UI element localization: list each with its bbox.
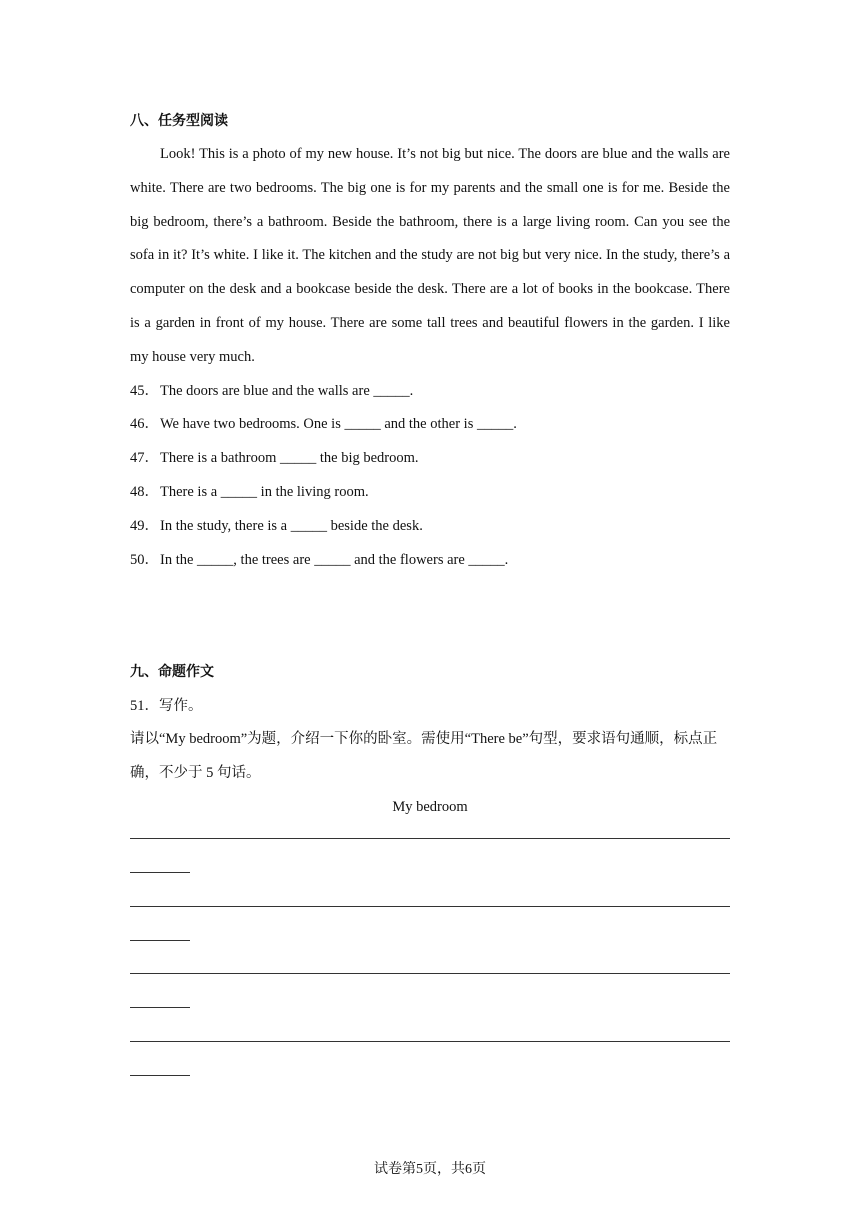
question-48 (130, 476, 730, 510)
question-47 (130, 442, 730, 476)
question-number: 46． (130, 416, 159, 433)
question-text: In the study, there is a _____ beside the desk. (160, 517, 423, 534)
answer-underline (130, 838, 730, 839)
writing-line[interactable] (130, 824, 730, 892)
question-51-label: 51．写作。 (130, 698, 203, 715)
question-49 (130, 510, 730, 544)
writing-line[interactable] (130, 1027, 730, 1095)
question-text: We have two bedrooms. One is _____ and the other is _____. (160, 416, 517, 433)
question-45 (130, 375, 730, 409)
question-text: There is a bathroom _____ the big bedroom. (160, 450, 419, 467)
answer-underline-continuation (130, 940, 190, 941)
writing-line[interactable] (130, 959, 730, 1027)
question-text: In the _____, the trees are _____ and the flowers are _____. (160, 551, 509, 568)
question-number: 50． (130, 551, 159, 568)
answer-underline (130, 906, 730, 907)
section-spacer (130, 577, 730, 655)
page-footer: 试卷第5页，共6页 (374, 1162, 486, 1177)
page-content (130, 104, 730, 1094)
writing-line[interactable] (130, 892, 730, 960)
question-46 (130, 408, 730, 442)
question-number: 49． (130, 517, 159, 534)
answer-underline-continuation (130, 1007, 190, 1008)
essay-title: My bedroom (392, 799, 468, 816)
answer-underline-continuation (130, 1075, 190, 1076)
question-number: 47． (130, 450, 159, 467)
question-text: The doors are blue and the walls are _____. (160, 382, 414, 399)
section-9-title: 九、命题作文 (130, 664, 214, 681)
question-number: 45． (130, 382, 159, 399)
question-number: 48． (130, 483, 159, 500)
question-text: There is a _____ in the living room. (160, 483, 369, 500)
question-50 (130, 544, 730, 578)
question-list (130, 375, 730, 578)
answer-underline-continuation (130, 872, 190, 873)
writing-instruction: 请以“My bedroom”为题，介绍一下你的卧室。需使用“There be”句型，要求语句通顺，标点正确，不少于 5 句话。 (130, 731, 718, 781)
answer-underline (130, 973, 730, 974)
writing-area[interactable] (130, 824, 730, 1094)
reading-passage: Look! This is a photo of my new house. It’s not big but nice. The doors are blue and the walls are white. There are two bedrooms. The big one is for my parents and the small one is for me. Beside the big bedroom, there’s a bathroom. Beside the bathroom, there is a large living room. Can you see the sofa in it? It’s white. I like it. The kitchen and the study are not big but very nice. In the study, there’s a computer on the desk and a bookcase beside the desk. There are a lot of books in the bookcase. There is a garden in front of my house. There are some tall trees and beautiful flowers in the garden. I like my house very much. (130, 146, 730, 365)
section-8-title: 八、任务型阅读 (130, 113, 228, 129)
answer-underline (130, 1041, 730, 1042)
